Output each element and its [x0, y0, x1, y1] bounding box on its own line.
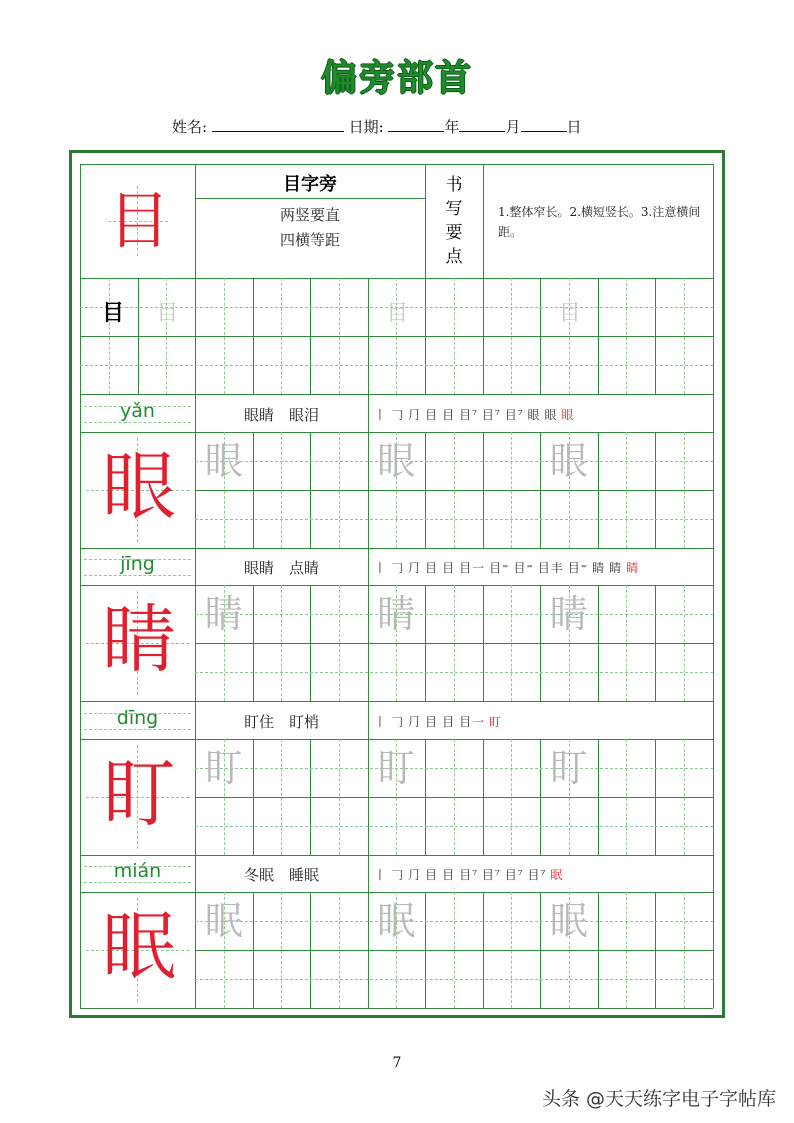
example-words: 眼睛 点睛 [243, 559, 319, 577]
guide-line [195, 979, 713, 980]
stroke-step: 目⁼ [567, 561, 589, 575]
year-label: 年 [444, 118, 460, 136]
stroke-step: 目⁷ [459, 868, 478, 882]
guide-line [626, 892, 627, 1008]
stroke-step: 目⁷ [459, 408, 478, 422]
name-field[interactable] [212, 117, 344, 132]
guide-line [684, 585, 685, 701]
grid-line [483, 278, 484, 394]
grid-line [195, 585, 196, 701]
stroke-step: 睛 [592, 561, 606, 575]
grid-line [655, 278, 656, 394]
guide-line [684, 892, 685, 1008]
stroke-step: 𠃌 [391, 408, 405, 422]
stroke-step: ⺆ [408, 715, 422, 729]
grid-line [310, 432, 311, 548]
guide-line [84, 866, 191, 867]
pinyin: jīng [120, 553, 155, 575]
guide-line [339, 892, 340, 1008]
stroke-step: 丨 [374, 715, 388, 729]
guide-line [684, 739, 685, 855]
day-field[interactable] [521, 117, 567, 132]
radical-sample: 目 [108, 184, 171, 257]
grid-line [483, 892, 484, 1008]
points-label-char: 要 [445, 223, 463, 243]
guide-line [195, 614, 713, 615]
pinyin: mián [113, 860, 162, 882]
stroke-step: 目⁷ [504, 408, 524, 422]
guide-line [454, 432, 455, 548]
guide-line [511, 278, 512, 394]
grid-line [368, 585, 369, 701]
guide-line [281, 892, 282, 1008]
radical-name: 目字旁 [283, 174, 337, 195]
guide-line [454, 892, 455, 1008]
rule-1: 两竖要直 [279, 206, 340, 224]
guide-line [339, 739, 340, 855]
grid-line [713, 164, 714, 1008]
stroke-step: 眠 [550, 868, 564, 882]
stroke-step: 目 [442, 868, 456, 882]
stroke-step: 盯 [489, 715, 503, 729]
guide-line [80, 365, 713, 366]
guide-line [626, 739, 627, 855]
grid-line [368, 394, 369, 432]
stroke-step: 眼 [561, 408, 575, 422]
stroke-step: 目一 [459, 561, 486, 575]
guide-line [454, 278, 455, 394]
guide-line [195, 768, 713, 769]
rule-2: 四横等距 [279, 231, 340, 249]
sample-char: 目 [102, 300, 125, 326]
points-label-char: 书 [445, 175, 463, 195]
guide-line [84, 575, 191, 576]
day-label: 日 [566, 118, 582, 136]
guide-line [84, 559, 191, 560]
writing-points: 1.整体窄长。2.横短竖长。3.注意横间距。 [498, 205, 701, 239]
stroke-step: 目一 [459, 715, 486, 729]
year-field[interactable] [388, 117, 444, 132]
guide-line [195, 921, 713, 922]
guide-line [281, 739, 282, 855]
grid-line [80, 394, 713, 395]
pinyin: dīng [116, 707, 159, 729]
guide-line [281, 278, 282, 394]
grid-line [540, 432, 541, 548]
guide-line [195, 826, 713, 827]
guide-line [511, 892, 512, 1008]
grid-line [253, 432, 254, 548]
guide-line [84, 422, 191, 423]
grid-line [253, 892, 254, 1008]
stroke-step: 眼 [544, 408, 558, 422]
stroke-step: 睛 [626, 561, 640, 575]
stroke-step: 𠃌 [391, 868, 405, 882]
grid-line [425, 432, 426, 548]
guide-line [684, 278, 685, 394]
grid-line [253, 278, 254, 394]
grid-line [138, 278, 139, 394]
guide-line [339, 585, 340, 701]
ghost-character: 睛 [204, 592, 243, 636]
stroke-step: 目 [425, 561, 439, 575]
grid-line [368, 892, 369, 1008]
stroke-order [374, 559, 643, 576]
stroke-step: 丨 [374, 868, 388, 882]
grid-line [425, 739, 426, 855]
example-words: 盯住 盯梢 [243, 713, 319, 731]
guide-line [281, 585, 282, 701]
stroke-step: 𠃌 [391, 561, 405, 575]
ghost-character: 眼 [549, 439, 588, 483]
grid-line [368, 547, 369, 585]
stroke-step: 目⁷ [481, 408, 501, 422]
ghost-sample-char: 目 [558, 301, 581, 326]
guide-line [195, 461, 713, 462]
stroke-step: 目 [442, 715, 456, 729]
stroke-step: 目⁷ [481, 868, 501, 882]
grid-line [368, 432, 369, 548]
stroke-step: 丨 [374, 561, 388, 575]
ghost-sample-char: 目 [386, 301, 409, 326]
grid-line [368, 854, 369, 892]
ghost-character: 盯 [549, 746, 588, 790]
guide-line [224, 278, 225, 394]
grid-line [253, 739, 254, 855]
points-label-char: 写 [445, 199, 463, 219]
points-label-char: 点 [445, 247, 463, 267]
grid-line [655, 739, 656, 855]
guide-line [626, 585, 627, 701]
guide-line [84, 406, 191, 407]
guide-line [195, 519, 713, 520]
stroke-step: 目⁷ [527, 868, 547, 882]
ghost-character: 眼 [377, 439, 416, 483]
grid-line [540, 585, 541, 701]
name-label: 姓名: [172, 118, 208, 136]
grid-line [368, 701, 369, 739]
ghost-character: 睛 [377, 592, 416, 636]
grid-line [540, 278, 541, 394]
stroke-step: 目 [442, 408, 456, 422]
grid-line [195, 432, 196, 548]
stroke-step: 目 [425, 868, 439, 882]
grid-line [598, 585, 599, 701]
guide-line [511, 739, 512, 855]
stroke-step: 目 [425, 715, 439, 729]
ghost-character: 眼 [204, 439, 243, 483]
guide-line [281, 432, 282, 548]
grid-line [310, 278, 311, 394]
stroke-step: 眼 [527, 408, 541, 422]
grid-line [80, 548, 713, 549]
grid-line [655, 892, 656, 1008]
guide-line [195, 672, 713, 673]
month-field[interactable] [459, 117, 505, 132]
stroke-step: 目丰 [537, 561, 564, 575]
grid-line [310, 585, 311, 701]
grid-line [80, 1008, 713, 1009]
grid-line [655, 585, 656, 701]
ghost-character: 眠 [204, 899, 243, 943]
ghost-sample-char: 目 [156, 301, 179, 326]
grid-line [253, 585, 254, 701]
stroke-step: ⺆ [408, 561, 422, 575]
guide-line [626, 432, 627, 548]
stroke-order [374, 406, 579, 423]
stroke-step: 丨 [374, 408, 388, 422]
stroke-step: 目 [442, 561, 456, 575]
watermark: 头条 @天天练字电子字帖库 [541, 1088, 776, 1110]
example-words: 冬眠 睡眠 [243, 866, 319, 884]
guide-line [626, 278, 627, 394]
guide-line [339, 432, 340, 548]
stroke-step: ⺆ [408, 408, 422, 422]
stroke-step: 目 [425, 408, 439, 422]
grid-line [425, 278, 426, 394]
grid-line [598, 739, 599, 855]
month-label: 月 [505, 118, 521, 136]
guide-line [84, 713, 191, 714]
grid-line [425, 892, 426, 1008]
grid-line [80, 701, 713, 702]
page-title: 偏旁部首 [320, 58, 473, 99]
pinyin: yǎn [120, 400, 155, 422]
large-character: 睛 [102, 597, 176, 683]
ghost-character: 眠 [549, 899, 588, 943]
stroke-step: ⺆ [408, 868, 422, 882]
large-character: 眼 [102, 444, 176, 530]
large-character: 眠 [102, 904, 176, 990]
grid-line [540, 739, 541, 855]
ghost-character: 睛 [549, 592, 588, 636]
grid-line [195, 278, 196, 394]
guide-line [454, 585, 455, 701]
guide-line [511, 432, 512, 548]
practice-grid [80, 164, 713, 1008]
stroke-step: 睛 [609, 561, 623, 575]
grid-line [598, 432, 599, 548]
guide-line [454, 739, 455, 855]
guide-line [84, 882, 191, 883]
grid-line [483, 585, 484, 701]
stroke-step: 目⁷ [504, 868, 524, 882]
example-words: 眼睛 眼泪 [243, 406, 319, 424]
grid-line [368, 278, 369, 394]
grid-line [483, 164, 484, 278]
ghost-character: 眠 [377, 899, 416, 943]
grid-line [598, 278, 599, 394]
page-number: 7 [392, 1055, 402, 1071]
grid-line [368, 739, 369, 855]
grid-line [310, 892, 311, 1008]
date-label: 日期: [348, 118, 384, 136]
stroke-order [374, 713, 506, 730]
stroke-order [374, 866, 567, 883]
grid-line [598, 892, 599, 1008]
grid-line [195, 892, 196, 1008]
guide-line [339, 278, 340, 394]
guide-line [511, 585, 512, 701]
guide-line [84, 729, 191, 730]
grid-line [655, 432, 656, 548]
grid-line [425, 585, 426, 701]
large-character: 盯 [102, 751, 176, 837]
grid-line [483, 432, 484, 548]
guide-line [684, 432, 685, 548]
stroke-step: 𠃌 [391, 715, 405, 729]
grid-line [310, 739, 311, 855]
name-date-line [172, 116, 582, 137]
grid-line [483, 739, 484, 855]
grid-line [80, 855, 713, 856]
grid-line [540, 892, 541, 1008]
stroke-step: 目⁼ [489, 561, 510, 575]
ghost-character: 盯 [204, 746, 243, 790]
grid-line [80, 164, 713, 165]
ghost-character: 盯 [377, 746, 416, 790]
stroke-step: 目⁼ [513, 561, 534, 575]
grid-line [195, 198, 425, 199]
grid-line [195, 739, 196, 855]
